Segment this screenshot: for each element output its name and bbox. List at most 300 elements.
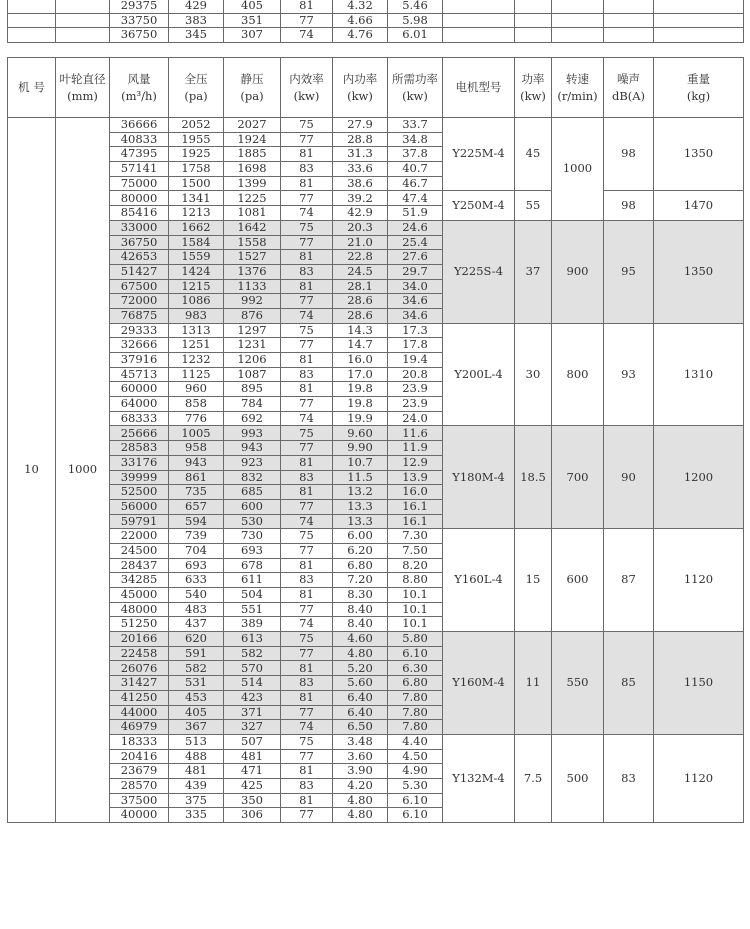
static-pressure-cell: 1399 — [224, 176, 281, 191]
table-row — [8, 323, 744, 338]
total-pressure-cell: 693 — [169, 558, 224, 573]
total-pressure-cell: 345 — [169, 28, 224, 43]
internal-efficiency-cell: 81 — [281, 485, 333, 500]
internal-efficiency-cell: 77 — [281, 132, 333, 147]
required-power-cell: 4.90 — [388, 764, 443, 779]
total-pressure-cell: 1086 — [169, 294, 224, 309]
empty-cell — [56, 0, 110, 13]
total-pressure-cell: 657 — [169, 499, 224, 514]
internal-power-cell: 39.2 — [333, 191, 388, 206]
internal-efficiency-cell: 77 — [281, 397, 333, 412]
total-pressure-cell: 1500 — [169, 176, 224, 191]
air-flow-cell: 85416 — [110, 206, 169, 221]
static-pressure-cell: 1081 — [224, 206, 281, 221]
required-power-cell: 6.10 — [388, 808, 443, 823]
weight-cell: 1150 — [654, 632, 744, 735]
table-row — [8, 632, 744, 647]
internal-efficiency-cell: 83 — [281, 470, 333, 485]
air-flow-cell: 39999 — [110, 470, 169, 485]
motor-model-cell: Y250M-4 — [443, 191, 515, 220]
motor-model-cell: Y180M-4 — [443, 426, 515, 529]
air-flow-cell: 44000 — [110, 705, 169, 720]
internal-power-cell: 4.66 — [333, 13, 388, 28]
internal-efficiency-cell: 77 — [281, 338, 333, 353]
internal-power-cell: 19.8 — [333, 382, 388, 397]
internal-power-cell: 33.6 — [333, 162, 388, 177]
required-power-cell: 7.80 — [388, 690, 443, 705]
internal-power-cell: 11.5 — [333, 470, 388, 485]
internal-efficiency-cell: 81 — [281, 793, 333, 808]
static-pressure-cell: 481 — [224, 749, 281, 764]
internal-power-cell: 4.80 — [333, 808, 388, 823]
required-power-cell: 8.80 — [388, 573, 443, 588]
total-pressure-cell: 591 — [169, 646, 224, 661]
noise-cell: 83 — [604, 734, 654, 822]
internal-efficiency-cell: 81 — [281, 382, 333, 397]
internal-power-cell: 4.80 — [333, 793, 388, 808]
air-flow-cell: 51427 — [110, 264, 169, 279]
internal-efficiency-cell: 75 — [281, 632, 333, 647]
total-pressure-cell: 958 — [169, 441, 224, 456]
static-pressure-cell: 351 — [224, 13, 281, 28]
total-pressure-cell: 1215 — [169, 279, 224, 294]
required-power-cell: 16.1 — [388, 514, 443, 529]
header-total-pressure: 全压 (pa) — [169, 58, 224, 118]
static-pressure-cell: 1924 — [224, 132, 281, 147]
static-pressure-cell: 1376 — [224, 264, 281, 279]
static-pressure-cell: 613 — [224, 632, 281, 647]
static-pressure-cell: 611 — [224, 573, 281, 588]
static-pressure-cell: 1133 — [224, 279, 281, 294]
internal-efficiency-cell: 75 — [281, 426, 333, 441]
internal-power-cell: 7.20 — [333, 573, 388, 588]
internal-efficiency-cell: 77 — [281, 808, 333, 823]
internal-power-cell: 6.20 — [333, 543, 388, 558]
air-flow-cell: 40000 — [110, 808, 169, 823]
empty-cell — [604, 28, 654, 43]
total-pressure-cell: 488 — [169, 749, 224, 764]
internal-power-cell: 4.80 — [333, 646, 388, 661]
internal-efficiency-cell: 74 — [281, 308, 333, 323]
air-flow-cell: 36666 — [110, 118, 169, 133]
air-flow-cell: 80000 — [110, 191, 169, 206]
internal-power-cell: 5.20 — [333, 661, 388, 676]
internal-power-cell: 24.5 — [333, 264, 388, 279]
motor-model-cell: Y160L-4 — [443, 529, 515, 632]
air-flow-cell: 42653 — [110, 250, 169, 265]
internal-power-cell: 13.2 — [333, 485, 388, 500]
internal-power-cell: 16.0 — [333, 353, 388, 368]
noise-cell: 85 — [604, 632, 654, 735]
total-pressure-cell: 983 — [169, 308, 224, 323]
total-pressure-cell: 1925 — [169, 147, 224, 162]
internal-power-cell: 8.30 — [333, 588, 388, 603]
internal-power-cell: 6.50 — [333, 720, 388, 735]
required-power-cell: 24.0 — [388, 411, 443, 426]
internal-efficiency-cell: 81 — [281, 176, 333, 191]
internal-power-cell: 28.6 — [333, 308, 388, 323]
static-pressure-cell: 923 — [224, 455, 281, 470]
air-flow-cell: 24500 — [110, 543, 169, 558]
table-row — [8, 734, 744, 749]
air-flow-cell: 59791 — [110, 514, 169, 529]
required-power-cell: 17.3 — [388, 323, 443, 338]
empty-cell — [443, 28, 515, 43]
total-pressure-cell: 335 — [169, 808, 224, 823]
air-flow-cell: 40833 — [110, 132, 169, 147]
empty-cell — [515, 13, 552, 28]
internal-power-cell: 6.80 — [333, 558, 388, 573]
air-flow-cell: 22458 — [110, 646, 169, 661]
air-flow-cell: 68333 — [110, 411, 169, 426]
internal-efficiency-cell: 81 — [281, 661, 333, 676]
empty-cell — [56, 28, 110, 43]
internal-power-cell: 6.40 — [333, 705, 388, 720]
table-row — [8, 28, 744, 43]
motor-model-cell: Y225M-4 — [443, 118, 515, 191]
air-flow-cell: 20416 — [110, 749, 169, 764]
total-pressure-cell: 582 — [169, 661, 224, 676]
total-pressure-cell: 1313 — [169, 323, 224, 338]
total-pressure-cell: 1341 — [169, 191, 224, 206]
required-power-cell: 6.80 — [388, 676, 443, 691]
required-power-cell: 25.4 — [388, 235, 443, 250]
air-flow-cell: 34285 — [110, 573, 169, 588]
internal-efficiency-cell: 81 — [281, 147, 333, 162]
air-flow-cell: 51250 — [110, 617, 169, 632]
internal-efficiency-cell: 74 — [281, 206, 333, 221]
required-power-cell: 5.98 — [388, 13, 443, 28]
total-pressure-cell: 437 — [169, 617, 224, 632]
total-pressure-cell: 375 — [169, 793, 224, 808]
empty-cell — [552, 0, 604, 13]
static-pressure-cell: 678 — [224, 558, 281, 573]
internal-efficiency-cell: 77 — [281, 646, 333, 661]
empty-cell — [654, 0, 744, 13]
weight-cell: 1350 — [654, 220, 744, 323]
internal-power-cell: 28.1 — [333, 279, 388, 294]
static-pressure-cell: 943 — [224, 441, 281, 456]
air-flow-cell: 29333 — [110, 323, 169, 338]
required-power-cell: 16.0 — [388, 485, 443, 500]
required-power-cell: 10.1 — [388, 602, 443, 617]
speed-cell: 700 — [552, 426, 604, 529]
empty-cell — [654, 13, 744, 28]
static-pressure-cell: 730 — [224, 529, 281, 544]
total-pressure-cell: 1584 — [169, 235, 224, 250]
motor-power-cell: 30 — [515, 323, 552, 426]
internal-efficiency-cell: 81 — [281, 588, 333, 603]
internal-efficiency-cell: 75 — [281, 529, 333, 544]
required-power-cell: 12.9 — [388, 455, 443, 470]
required-power-cell: 6.10 — [388, 646, 443, 661]
internal-power-cell: 21.0 — [333, 235, 388, 250]
speed-cell: 1000 — [552, 118, 604, 221]
static-pressure-cell: 371 — [224, 705, 281, 720]
empty-cell — [8, 28, 56, 43]
total-pressure-cell: 483 — [169, 602, 224, 617]
internal-power-cell: 20.3 — [333, 220, 388, 235]
required-power-cell: 7.30 — [388, 529, 443, 544]
total-pressure-cell: 453 — [169, 690, 224, 705]
motor-power-cell: 18.5 — [515, 426, 552, 529]
required-power-cell: 8.20 — [388, 558, 443, 573]
required-power-cell: 47.4 — [388, 191, 443, 206]
internal-efficiency-cell: 74 — [281, 720, 333, 735]
internal-efficiency-cell: 81 — [281, 353, 333, 368]
required-power-cell: 23.9 — [388, 382, 443, 397]
internal-efficiency-cell: 77 — [281, 749, 333, 764]
internal-power-cell: 28.8 — [333, 132, 388, 147]
motor-power-cell: 55 — [515, 191, 552, 220]
noise-cell: 93 — [604, 323, 654, 426]
total-pressure-cell: 1424 — [169, 264, 224, 279]
internal-power-cell: 27.9 — [333, 118, 388, 133]
required-power-cell: 51.9 — [388, 206, 443, 221]
speed-cell: 550 — [552, 632, 604, 735]
internal-power-cell: 3.60 — [333, 749, 388, 764]
empty-cell — [443, 0, 515, 13]
static-pressure-cell: 685 — [224, 485, 281, 500]
internal-power-cell: 4.60 — [333, 632, 388, 647]
internal-efficiency-cell: 81 — [281, 764, 333, 779]
noise-cell: 90 — [604, 426, 654, 529]
required-power-cell: 20.8 — [388, 367, 443, 382]
internal-power-cell: 8.40 — [333, 617, 388, 632]
total-pressure-cell: 540 — [169, 588, 224, 603]
header-power: 功率 (kw) — [515, 58, 552, 118]
static-pressure-cell: 1698 — [224, 162, 281, 177]
required-power-cell: 17.8 — [388, 338, 443, 353]
speed-cell: 800 — [552, 323, 604, 426]
header-impeller-diameter: 叶轮直径 (mm) — [56, 58, 110, 118]
internal-power-cell: 3.48 — [333, 734, 388, 749]
air-flow-cell: 64000 — [110, 397, 169, 412]
static-pressure-cell: 895 — [224, 382, 281, 397]
internal-efficiency-cell: 74 — [281, 411, 333, 426]
empty-cell — [515, 28, 552, 43]
total-pressure-cell: 943 — [169, 455, 224, 470]
air-flow-cell: 56000 — [110, 499, 169, 514]
required-power-cell: 7.50 — [388, 543, 443, 558]
required-power-cell: 34.6 — [388, 294, 443, 309]
air-flow-cell: 57141 — [110, 162, 169, 177]
total-pressure-cell: 704 — [169, 543, 224, 558]
internal-efficiency-cell: 81 — [281, 455, 333, 470]
static-pressure-cell: 1206 — [224, 353, 281, 368]
total-pressure-cell: 481 — [169, 764, 224, 779]
internal-efficiency-cell: 74 — [281, 514, 333, 529]
static-pressure-cell: 425 — [224, 778, 281, 793]
internal-power-cell: 10.7 — [333, 455, 388, 470]
static-pressure-cell: 1087 — [224, 367, 281, 382]
total-pressure-cell: 620 — [169, 632, 224, 647]
air-flow-cell: 75000 — [110, 176, 169, 191]
air-flow-cell: 41250 — [110, 690, 169, 705]
internal-efficiency-cell: 83 — [281, 676, 333, 691]
air-flow-cell: 37500 — [110, 793, 169, 808]
fan-performance-table — [7, 57, 744, 823]
internal-power-cell: 8.40 — [333, 602, 388, 617]
required-power-cell: 46.7 — [388, 176, 443, 191]
total-pressure-cell: 1758 — [169, 162, 224, 177]
total-pressure-cell: 1213 — [169, 206, 224, 221]
static-pressure-cell: 570 — [224, 661, 281, 676]
internal-efficiency-cell: 81 — [281, 250, 333, 265]
empty-cell — [552, 13, 604, 28]
required-power-cell: 13.9 — [388, 470, 443, 485]
weight-cell: 1200 — [654, 426, 744, 529]
required-power-cell: 19.4 — [388, 353, 443, 368]
air-flow-cell: 47395 — [110, 147, 169, 162]
internal-efficiency-cell: 74 — [281, 28, 333, 43]
total-pressure-cell: 858 — [169, 397, 224, 412]
empty-cell — [56, 13, 110, 28]
required-power-cell: 40.7 — [388, 162, 443, 177]
internal-power-cell: 14.3 — [333, 323, 388, 338]
total-pressure-cell: 739 — [169, 529, 224, 544]
air-flow-cell: 33750 — [110, 13, 169, 28]
air-flow-cell: 48000 — [110, 602, 169, 617]
weight-cell: 1120 — [654, 734, 744, 822]
total-pressure-cell: 1232 — [169, 353, 224, 368]
total-pressure-cell: 1955 — [169, 132, 224, 147]
required-power-cell: 16.1 — [388, 499, 443, 514]
empty-cell — [552, 28, 604, 43]
total-pressure-cell: 513 — [169, 734, 224, 749]
internal-power-cell: 4.32 — [333, 0, 388, 13]
static-pressure-cell: 405 — [224, 0, 281, 13]
internal-power-cell: 14.7 — [333, 338, 388, 353]
internal-power-cell: 22.8 — [333, 250, 388, 265]
internal-power-cell: 17.0 — [333, 367, 388, 382]
total-pressure-cell: 383 — [169, 13, 224, 28]
table-row — [8, 426, 744, 441]
static-pressure-cell: 1885 — [224, 147, 281, 162]
internal-efficiency-cell: 75 — [281, 220, 333, 235]
motor-power-cell: 45 — [515, 118, 552, 191]
internal-power-cell: 6.00 — [333, 529, 388, 544]
motor-model-cell: Y160M-4 — [443, 632, 515, 735]
internal-power-cell: 28.6 — [333, 294, 388, 309]
internal-power-cell: 5.60 — [333, 676, 388, 691]
required-power-cell: 27.6 — [388, 250, 443, 265]
motor-model-cell: Y200L-4 — [443, 323, 515, 426]
air-flow-cell: 76875 — [110, 308, 169, 323]
internal-efficiency-cell: 83 — [281, 264, 333, 279]
air-flow-cell: 45713 — [110, 367, 169, 382]
total-pressure-cell: 531 — [169, 676, 224, 691]
table-row — [8, 13, 744, 28]
static-pressure-cell: 582 — [224, 646, 281, 661]
required-power-cell: 7.80 — [388, 720, 443, 735]
static-pressure-cell: 876 — [224, 308, 281, 323]
weight-cell: 1350 — [654, 118, 744, 191]
total-pressure-cell: 1251 — [169, 338, 224, 353]
header-speed: 转速 (r/min) — [552, 58, 604, 118]
required-power-cell: 6.01 — [388, 28, 443, 43]
static-pressure-cell: 2027 — [224, 118, 281, 133]
internal-efficiency-cell: 77 — [281, 294, 333, 309]
air-flow-cell: 23679 — [110, 764, 169, 779]
total-pressure-cell: 2052 — [169, 118, 224, 133]
table-header-row — [8, 58, 744, 118]
empty-cell — [604, 0, 654, 13]
header-air-flow: 风量 (m³/h) — [110, 58, 169, 118]
empty-cell — [8, 0, 56, 13]
motor-power-cell: 37 — [515, 220, 552, 323]
air-flow-cell: 33000 — [110, 220, 169, 235]
header-model: 机 号 — [8, 58, 56, 118]
table-row — [8, 0, 744, 13]
internal-power-cell: 19.8 — [333, 397, 388, 412]
total-pressure-cell: 405 — [169, 705, 224, 720]
static-pressure-cell: 1231 — [224, 338, 281, 353]
header-noise: 噪声 dB(A) — [604, 58, 654, 118]
internal-efficiency-cell: 81 — [281, 558, 333, 573]
internal-efficiency-cell: 77 — [281, 543, 333, 558]
static-pressure-cell: 471 — [224, 764, 281, 779]
internal-power-cell: 3.90 — [333, 764, 388, 779]
required-power-cell: 5.30 — [388, 778, 443, 793]
internal-efficiency-cell: 75 — [281, 323, 333, 338]
static-pressure-cell: 600 — [224, 499, 281, 514]
air-flow-cell: 28437 — [110, 558, 169, 573]
motor-model-cell: Y132M-4 — [443, 734, 515, 822]
total-pressure-cell: 439 — [169, 778, 224, 793]
air-flow-cell: 18333 — [110, 734, 169, 749]
required-power-cell: 34.8 — [388, 132, 443, 147]
internal-efficiency-cell: 81 — [281, 690, 333, 705]
speed-cell: 900 — [552, 220, 604, 323]
static-pressure-cell: 307 — [224, 28, 281, 43]
empty-cell — [604, 13, 654, 28]
internal-power-cell: 9.90 — [333, 441, 388, 456]
required-power-cell: 29.7 — [388, 264, 443, 279]
required-power-cell: 11.9 — [388, 441, 443, 456]
internal-efficiency-cell: 75 — [281, 118, 333, 133]
air-flow-cell: 20166 — [110, 632, 169, 647]
header-static-pressure: 静压 (pa) — [224, 58, 281, 118]
static-pressure-cell: 389 — [224, 617, 281, 632]
motor-power-cell: 15 — [515, 529, 552, 632]
internal-power-cell: 9.60 — [333, 426, 388, 441]
air-flow-cell: 45000 — [110, 588, 169, 603]
header-motor-model: 电机型号 — [443, 58, 515, 118]
internal-efficiency-cell: 83 — [281, 162, 333, 177]
speed-cell: 500 — [552, 734, 604, 822]
internal-power-cell: 4.20 — [333, 778, 388, 793]
internal-efficiency-cell: 77 — [281, 13, 333, 28]
total-pressure-cell: 1005 — [169, 426, 224, 441]
internal-power-cell: 31.3 — [333, 147, 388, 162]
internal-efficiency-cell: 77 — [281, 235, 333, 250]
air-flow-cell: 32666 — [110, 338, 169, 353]
air-flow-cell: 36750 — [110, 235, 169, 250]
header-internal-efficiency: 内效率 (kw) — [281, 58, 333, 118]
motor-model-cell: Y225S-4 — [443, 220, 515, 323]
internal-efficiency-cell: 81 — [281, 279, 333, 294]
required-power-cell: 37.8 — [388, 147, 443, 162]
internal-power-cell: 38.6 — [333, 176, 388, 191]
static-pressure-cell: 993 — [224, 426, 281, 441]
required-power-cell: 4.40 — [388, 734, 443, 749]
total-pressure-cell: 1662 — [169, 220, 224, 235]
total-pressure-cell: 960 — [169, 382, 224, 397]
static-pressure-cell: 693 — [224, 543, 281, 558]
internal-efficiency-cell: 77 — [281, 191, 333, 206]
total-pressure-cell: 594 — [169, 514, 224, 529]
